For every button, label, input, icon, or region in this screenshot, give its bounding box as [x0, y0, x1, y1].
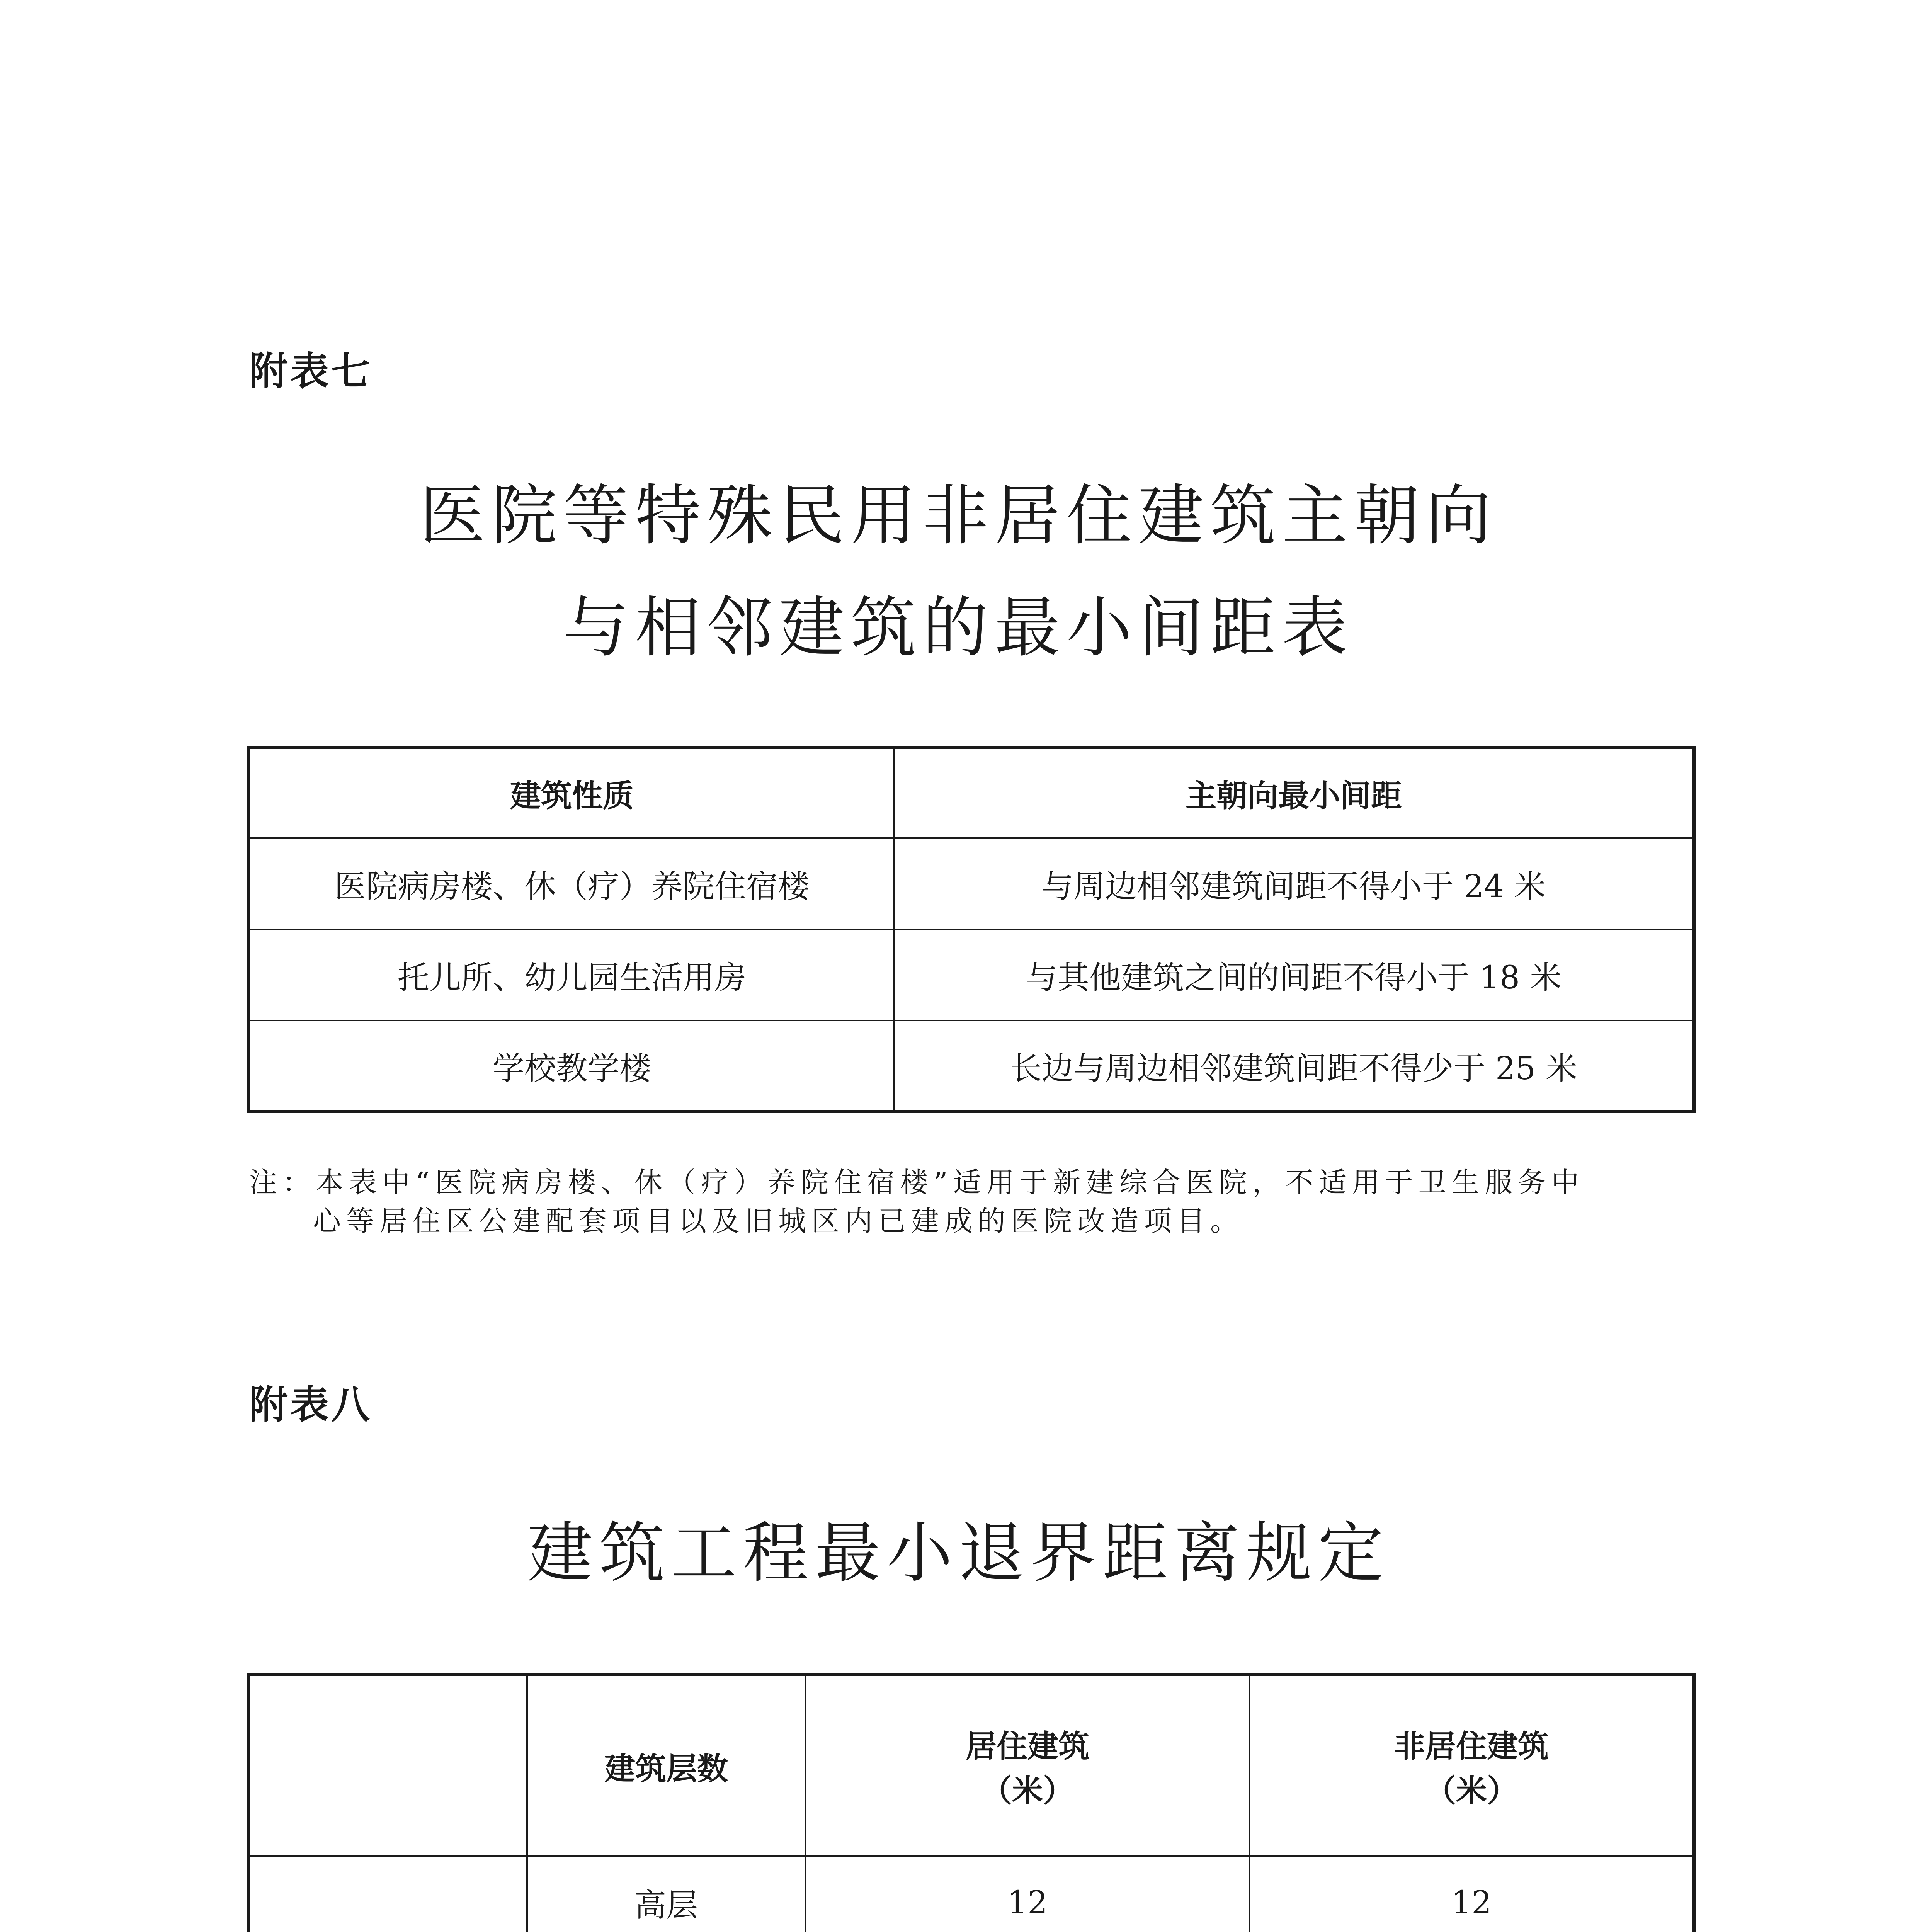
table-row: [249, 1020, 1694, 1112]
header-nonresidential-label: 非居住建筑: [1394, 1728, 1549, 1764]
header-nonresidential: [1250, 1675, 1694, 1856]
table-row: [249, 929, 1694, 1020]
cell-building-type: 学校教学楼: [249, 1020, 894, 1112]
table-header-row: [249, 1675, 1694, 1856]
header-building-type: 建筑性质: [249, 747, 894, 838]
table-row: [249, 838, 1694, 929]
cell-orientation: [249, 1856, 527, 1932]
cell-min-distance: 与其他建筑之间的间距不得小于 18 米: [894, 929, 1694, 1020]
cell-building-type: 医院病房楼、休（疗）养院住宿楼: [249, 838, 894, 929]
header-residential-label: 居住建筑: [966, 1728, 1089, 1764]
header-residential-unit: （米）: [981, 1773, 1074, 1809]
cell-nonresidential: 12: [1250, 1856, 1694, 1932]
appendix-7-label: 附表七: [249, 349, 372, 394]
table-header-row: [249, 747, 1694, 838]
cell-building-type: 托儿所、幼儿园生活用房: [249, 929, 894, 1020]
appendix-8-title: 建筑工程最小退界距离规定: [527, 1515, 1390, 1592]
cell-min-distance: 与周边相邻建筑间距不得小于 24 米: [894, 838, 1694, 929]
appendix-7-note-line2: 心等居住区公建配套项目以及旧城区内已建成的医院改造项目。: [313, 1205, 1244, 1237]
header-floors: 建筑层数: [527, 1675, 805, 1856]
appendix-7-table: [247, 746, 1696, 1113]
cell-min-distance: 长边与周边相邻建筑间距不得少于 25 米: [894, 1020, 1694, 1112]
cell-floors: 高层: [527, 1856, 805, 1932]
header-residential: [805, 1675, 1250, 1856]
appendix-8-label: 附表八: [249, 1382, 372, 1427]
header-min-distance: 主朝向最小间距: [894, 747, 1694, 838]
header-corner: [249, 1675, 527, 1856]
appendix-7-title-line1: 医院等特殊民用非居住建筑主朝向: [419, 478, 1498, 554]
table-row: [249, 1856, 1694, 1932]
appendix-7-title-line2: 与相邻建筑的最小间距表: [563, 590, 1354, 666]
header-nonresidential-unit: （米）: [1425, 1773, 1518, 1809]
appendix-7-note-line1: 注：本表中“医院病房楼、休（疗）养院住宿楼”适用于新建综合医院，不适用于卫生服务中: [249, 1166, 1585, 1199]
appendix-8-table: [247, 1673, 1696, 1932]
cell-residential: 12: [805, 1856, 1250, 1932]
